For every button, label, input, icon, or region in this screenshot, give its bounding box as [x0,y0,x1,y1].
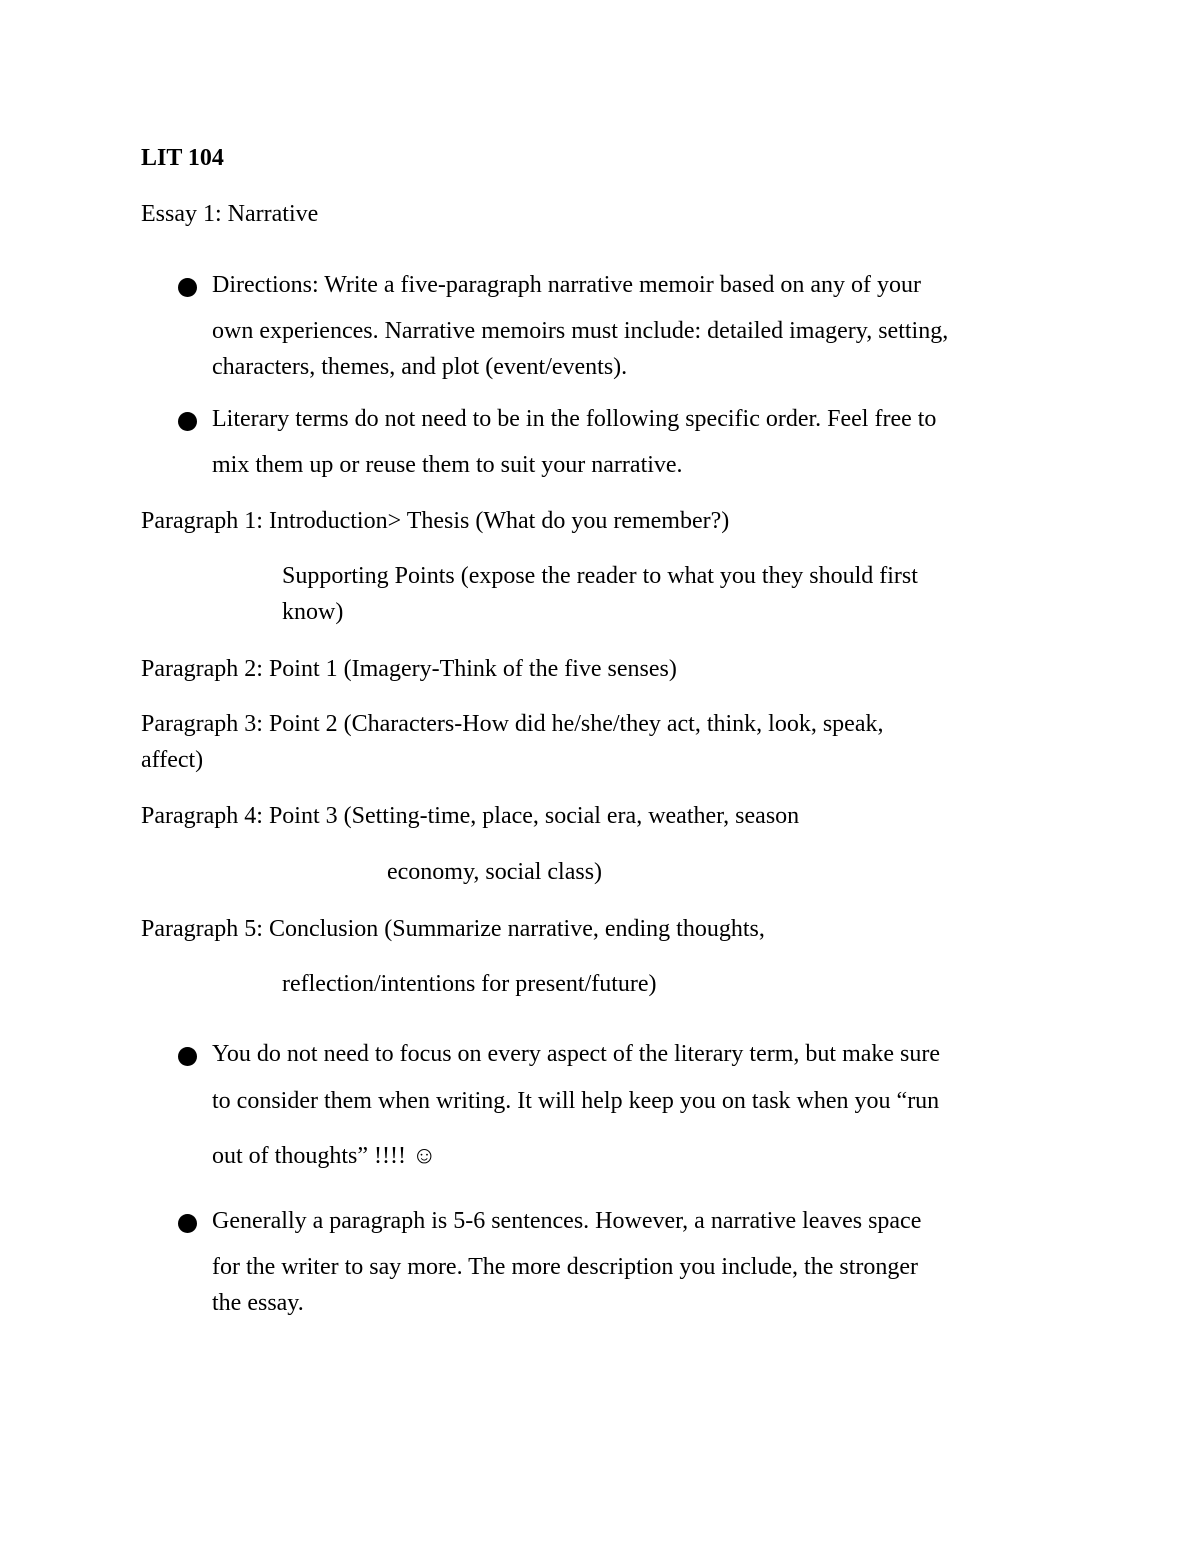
bullet-line: the essay. [212,1290,304,1316]
bullet-line: own experiences. Narrative memoirs must include: detailed imagery, setting, [212,318,949,344]
bullet-line: You do not need to focus on every aspect of the literary term, but make sure [212,1041,941,1067]
paragraph-3-heading-cont: affect) [141,747,204,773]
paragraph-4-heading-cont: economy, social class) [387,859,603,885]
paragraph-2-heading: Paragraph 2: Point 1 (Imagery-Think of the five senses) [141,656,677,682]
bullet-line: mix them up or reuse them to suit your narrative. [212,452,683,478]
paragraph-5-heading-cont: reflection/intentions for present/future) [282,971,657,997]
bullet-line: for the writer to say more. The more description you include, the stronger [212,1254,919,1280]
paragraph-1-supporting-cont: know) [282,599,344,625]
paragraph-1-supporting: Supporting Points (expose the reader to what you they should first [282,563,918,589]
paragraph-1-heading: Paragraph 1: Introduction> Thesis (What do you remember?) [141,508,730,534]
essay-title: Essay 1: Narrative [141,201,319,227]
bullet-icon [178,1214,197,1233]
bullet-icon [178,412,197,431]
paragraph-4-heading: Paragraph 4: Point 3 (Setting-time, place, social era, weather, season [141,803,800,829]
paragraph-3-heading: Paragraph 3: Point 2 (Characters-How did he/she/they act, think, look, speak, [141,711,884,737]
bullet-icon [178,278,197,297]
bullet-line: Literary terms do not need to be in the following specific order. Feel free to [212,406,937,432]
bullet-line: to consider them when writing. It will help keep you on task when you “run [212,1088,940,1114]
bullet-line: characters, themes, and plot (event/events). [212,354,628,380]
bullet-line: Directions: Write a five-paragraph narrative memoir based on any of your [212,272,921,298]
course-title: LIT 104 [141,145,224,171]
bullet-icon [178,1047,197,1066]
bullet-line: out of thoughts” !!!! ☺ [212,1143,437,1169]
paragraph-5-heading: Paragraph 5: Conclusion (Summarize narrative, ending thoughts, [141,916,765,942]
bullet-line: Generally a paragraph is 5-6 sentences. However, a narrative leaves space [212,1208,922,1234]
